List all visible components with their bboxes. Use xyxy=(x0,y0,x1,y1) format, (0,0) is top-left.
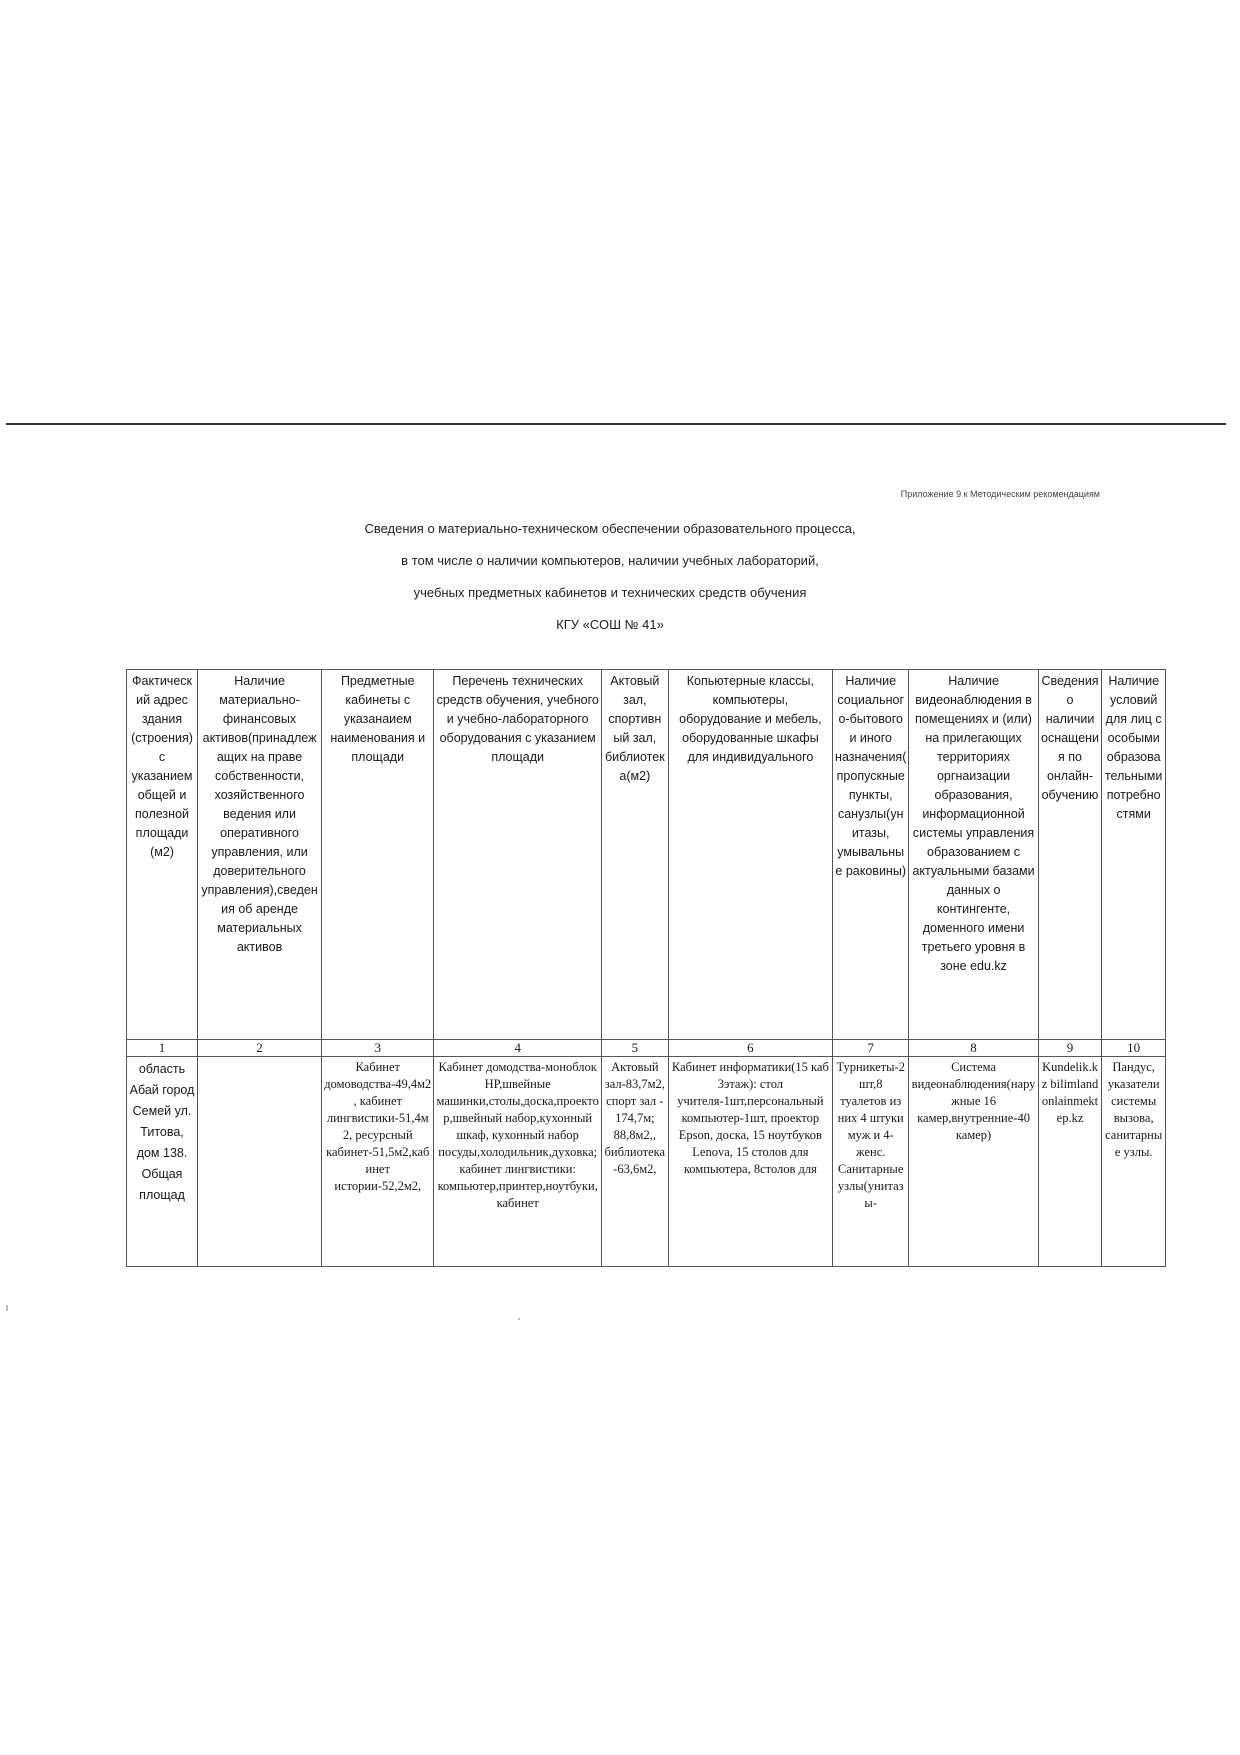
cell-equipment xyxy=(434,1057,602,1267)
column-number: 6 xyxy=(668,1040,832,1057)
header-cell-assets: Наличие материально-финансовых активов(принадлежащих на праве собственности, хозяйственного ведения или оперативного управления, или доверительного управления),сведения об аренде материальных активов xyxy=(198,670,322,1040)
cell-address-text: область Абай город Семей ул. Титова, дом 138. Общая площад xyxy=(129,1062,195,1202)
cell-online-learning xyxy=(1038,1057,1102,1267)
header-cell-halls: Актовый зал, спортивный зал, библиотека(м2) xyxy=(601,670,668,1040)
column-number-row xyxy=(127,1040,1166,1057)
cell-subject-rooms-text: Кабинет домоводства-49,4м2, кабинет лингвистики-51,4м2, ресурсный кабинет-51,5м2,кабинет истории-52,2м2, xyxy=(324,1060,432,1193)
appendix-note: Приложение 9 к Методическим рекомендациям xyxy=(900,489,1100,499)
header-cell-online-learning: Сведения о наличии оснащения по онлайн-обучению xyxy=(1038,670,1102,1040)
column-number: 5 xyxy=(601,1040,668,1057)
cell-address xyxy=(127,1057,198,1267)
cell-online-learning-text: Kundelik.kz bilimland onlainmektep.kz xyxy=(1041,1060,1099,1125)
column-number: 9 xyxy=(1038,1040,1102,1057)
header-cell-video-surveillance: Наличие видеонаблюдения в помещениях и (или) на прилегающих территориях оргнаизации образования, информационной системы управления образованием с актуальными базами данных о контингенте, доменного имени третьего уровня в зоне edu.kz xyxy=(909,670,1038,1040)
cell-subject-rooms xyxy=(322,1057,434,1267)
cell-halls xyxy=(601,1057,668,1267)
cell-social-facilities-text: Турникеты-2шт,8 туалетов из них 4 штуки муж и 4-женс. Санитарные узлы(унитазы- xyxy=(836,1060,905,1210)
cell-computer-classes-text: Кабинет информатики(15 каб 3этаж): стол учителя-1шт,персональный компьютер-1шт, проектор Epson, доска, 15 ноутбуков Lenova, 15 столов для компьютера, 8столов для xyxy=(671,1060,829,1176)
scan-speck xyxy=(6,1305,8,1311)
cell-computer-classes xyxy=(668,1057,832,1267)
cell-special-needs xyxy=(1102,1057,1166,1267)
column-number: 4 xyxy=(434,1040,602,1057)
title-line-4: КГУ «СОШ № 41» xyxy=(556,617,664,632)
title-line-3: учебных предметных кабинетов и технических средств обучения xyxy=(413,585,807,600)
header-cell-address: Фактический адрес здания (строения) с указанием общей и полезной площади (м2) xyxy=(127,670,198,1040)
cell-video-surveillance-text: Система видеонаблюдения(наружные 16 камер,внутренние-40 камер) xyxy=(911,1060,1036,1142)
column-number: 10 xyxy=(1102,1040,1166,1057)
cell-halls-text: Актовый зал-83,7м2, спорт зал - 174,7м; 88,8м2,, библиотека-63,6м2, xyxy=(604,1060,666,1176)
top-rule xyxy=(6,423,1226,425)
document-title xyxy=(0,513,1240,641)
cell-social-facilities xyxy=(833,1057,909,1267)
cell-assets xyxy=(198,1057,322,1267)
material-technical-table xyxy=(126,669,1166,1267)
column-number: 2 xyxy=(198,1040,322,1057)
header-cell-subject-rooms: Предметные кабинеты с указанаием наименования и площади xyxy=(322,670,434,1040)
header-row xyxy=(127,670,1166,1040)
cell-equipment-text: Кабинет домодства-моноблок HP,швейные машинки,столы,доска,проектор,швейный набор,кухонный шкаф, кухонный набор посуды,холодильник,духовка;кабинет лингвистики: компьютер,принтер,ноутбуки,кабинет xyxy=(436,1060,599,1210)
column-number: 8 xyxy=(909,1040,1038,1057)
scan-speck xyxy=(518,1318,520,1320)
column-number: 7 xyxy=(833,1040,909,1057)
column-number: 3 xyxy=(322,1040,434,1057)
header-cell-computer-classes: Копьютерные классы, компьютеры, оборудование и мебель, оборудованные шкафы для индивидуального xyxy=(668,670,832,1040)
header-cell-special-needs: Наличие условий для лиц с особыми образовательными потребностями xyxy=(1102,670,1166,1040)
header-cell-social-facilities: Наличие социального-бытового и иного назначения(пропускные пункты, санузлы(унитазы, умывальные раковины) xyxy=(833,670,909,1040)
column-number: 1 xyxy=(127,1040,198,1057)
title-line-2: в том числе о наличии компьютеров, наличии учебных лабораторий, xyxy=(401,553,819,568)
table-row xyxy=(127,1057,1166,1267)
cell-special-needs-text: Пандус, указатели системы вызова, санитарные узлы. xyxy=(1105,1060,1163,1159)
title-line-1: Сведения о материально-техническом обеспечении образовательного процесса, xyxy=(364,521,856,536)
header-cell-equipment: Перечень технических средств обучения, учебного и учебно-лабораторного оборудования с указанием площади xyxy=(434,670,602,1040)
cell-video-surveillance xyxy=(909,1057,1038,1267)
